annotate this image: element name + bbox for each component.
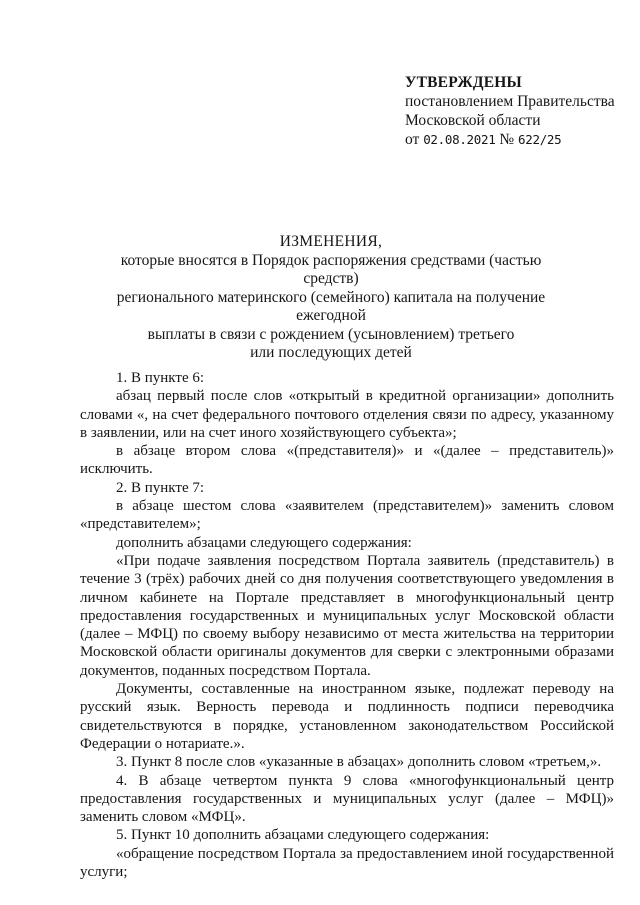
document-body [80,369,614,881]
body-paragraph: «обращение посредством Портала за предоставлением иной государственной услуги; [80,845,614,881]
body-paragraph: «При подаче заявления посредством Портала заявитель (представитель) в течение 3 (трёх) рабочих дней со дня получения соответствующего уведомления в личном кабинете на Портале представляет в многофункциональный центр предоставления государственных и муниципальных услуг Московской области (далее – МФЦ) по своему выбору независимо от места жительства на территории Московской области оригиналы документов для сверки с электронными образами документов, поданных посредством Портала. [80,552,614,679]
body-paragraph: 2. В пункте 7: [116,479,205,496]
approval-date-prefix: от [405,131,420,148]
body-paragraph: 1. В пункте 6: [116,370,205,386]
approval-date: 02.08.2021 [423,132,496,147]
approval-stamp [405,73,635,149]
title-subtitle-line: или последующих детей [250,344,412,361]
body-paragraph: в абзаце втором слова «(представителя)» и «(далее – представитель)» исключить. [80,443,614,478]
body-paragraph: 5. Пункт 10 дополнить абзацами следующего содержания: [116,827,490,844]
document-title [100,233,562,363]
approval-number: 622/25 [518,132,562,147]
body-paragraph: 4. В абзаце четвертом пункта 9 слова «многофункциональный центр предоставления государственных и муниципальных услуг (далее – МФЦ)» заменить словом «МФЦ». [80,772,614,826]
body-paragraph: Документы, составленные на иностранном языке, подлежат переводу на русский язык. Верность перевода и подлинность подписи переводчика свидетельствуются в порядке, установленном законодательством Российской Федерации о нотариате.». [80,681,614,752]
body-paragraph: 3. Пункт 8 после слов «указанные в абзацах» дополнить словом «третьем,». [116,754,602,771]
body-paragraph: дополнить абзацами следующего содержания: [116,534,412,551]
approval-line-2: Московской области [405,112,541,129]
body-paragraph: абзац первый после слов «открытый в кредитной организации» дополнить словами «, на счет федерального почтового отделения связи по адресу, указанному в заявлении, или на счет иного хозяйствующего субъекта»; [80,388,614,441]
approval-heading: УТВЕРЖДЕНЫ [405,74,522,91]
approval-line-1: постановлением Правительства [405,93,615,110]
title-heading: ИЗМЕНЕНИЯ, [279,233,383,250]
title-subtitle-line: которые вносятся в Порядок распоряжения средствами (частью средств) [120,251,542,287]
title-subtitle-line: выплаты в связи с рождением (усыновлением) третьего [147,325,515,343]
body-paragraph: в абзаце шестом слова «заявителем (представителем)» заменить словом «представителем»; [80,498,614,533]
approval-date-line [405,130,635,149]
approval-number-sign: № [499,131,515,148]
title-subtitle-line: регионального материнского (семейного) капитала на получение ежегодной [116,288,546,324]
